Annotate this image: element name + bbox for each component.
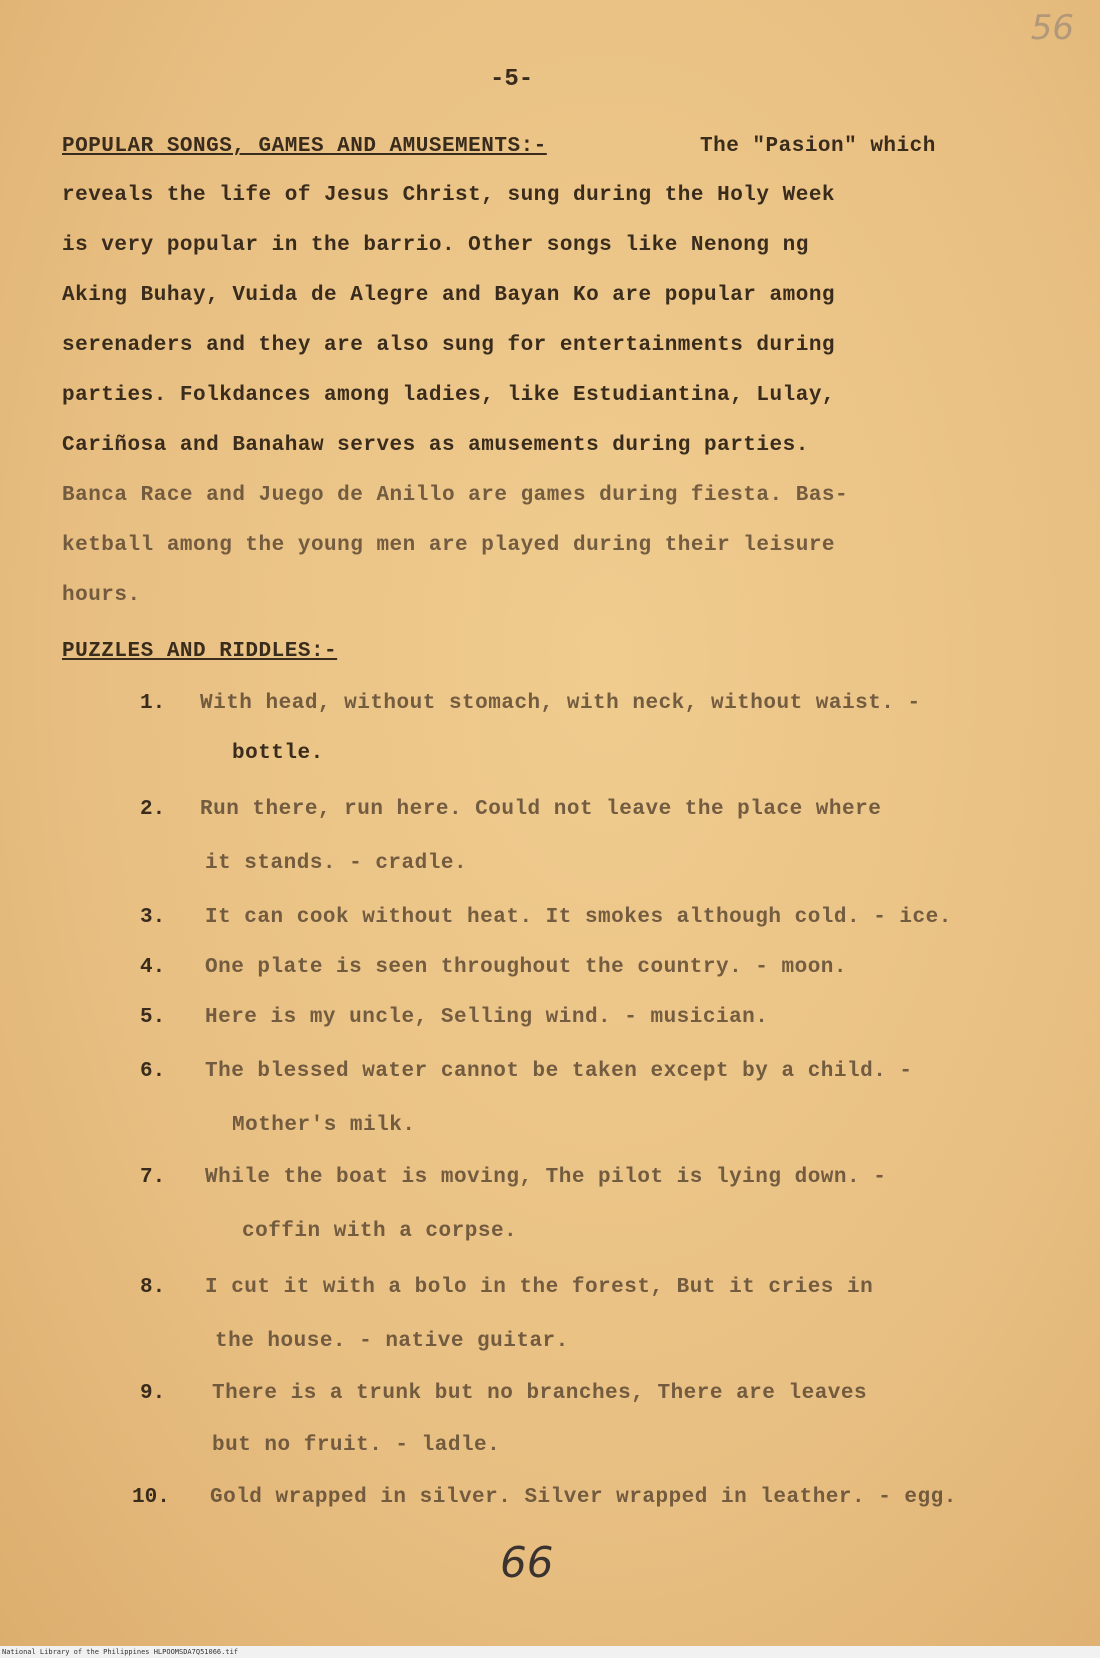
- riddle-answer-line: it stands. - cradle.: [205, 852, 468, 875]
- riddle-number: 10.: [132, 1486, 170, 1509]
- riddle-answer-line: bottle.: [232, 742, 324, 765]
- riddle-answer-line: coffin with a corpse.: [242, 1220, 518, 1243]
- riddle-line: There is a trunk but no branches, There are leaves: [212, 1382, 868, 1405]
- page-marker: -5-: [490, 66, 534, 93]
- riddle-line: Gold wrapped in silver. Silver wrapped in leather. - egg.: [210, 1486, 957, 1509]
- para-line-8: ketball among the young men are played during their leisure: [62, 534, 836, 557]
- scan-footer: National Library of the Philippines HLPOOMSDA7Q51066.tif: [0, 1646, 1100, 1658]
- riddle-number: 7.: [140, 1166, 166, 1189]
- riddle-number: 8.: [140, 1276, 166, 1299]
- riddle-number: 9.: [140, 1382, 166, 1405]
- para-line-2: is very popular in the barrio. Other songs like Nenong ng: [62, 234, 809, 257]
- riddle-line: It can cook without heat. It smokes although cold. - ice.: [205, 906, 952, 929]
- riddle-number: 1.: [140, 692, 166, 715]
- para-line-7: Banca Race and Juego de Anillo are games during fiesta. Bas-: [62, 484, 849, 507]
- riddle-line: The blessed water cannot be taken except by a child. -: [205, 1060, 913, 1083]
- riddle-answer-line: the house. - native guitar.: [215, 1330, 569, 1353]
- handwritten-page-number: 66: [500, 1538, 554, 1587]
- riddle-number: 6.: [140, 1060, 166, 1083]
- para-line-3: Aking Buhay, Vuida de Alegre and Bayan Ko are popular among: [62, 284, 836, 307]
- riddle-number: 3.: [140, 906, 166, 929]
- riddle-line: Here is my uncle, Selling wind. - musician.: [205, 1006, 769, 1029]
- riddle-line: Run there, run here. Could not leave the place where: [200, 798, 882, 821]
- para-line-4: serenaders and they are also sung for entertainments during: [62, 334, 836, 357]
- riddle-line: With head, without stomach, with neck, without waist. -: [200, 692, 921, 715]
- riddle-line: One plate is seen throughout the country. - moon.: [205, 956, 848, 979]
- para-line-6: Cariñosa and Banahaw serves as amusements during parties.: [62, 434, 809, 457]
- riddle-answer-line: Mother's milk.: [232, 1114, 416, 1137]
- riddle-line: I cut it with a bolo in the forest, But it cries in: [205, 1276, 874, 1299]
- section-heading-songs: POPULAR SONGS, GAMES AND AMUSEMENTS:-: [62, 135, 547, 158]
- para-line-9: hours.: [62, 584, 141, 607]
- para-line-0: The "Pasion" which: [700, 135, 936, 158]
- riddle-number: 4.: [140, 956, 166, 979]
- section-heading-riddles: PUZZLES AND RIDDLES:-: [62, 640, 338, 663]
- para-line-1: reveals the life of Jesus Christ, sung during the Holy Week: [62, 184, 836, 207]
- riddle-answer-line: but no fruit. - ladle.: [212, 1434, 501, 1457]
- riddle-number: 5.: [140, 1006, 166, 1029]
- corner-page-number: 56: [1030, 8, 1074, 48]
- riddle-line: While the boat is moving, The pilot is lying down. -: [205, 1166, 887, 1189]
- riddle-number: 2.: [140, 798, 166, 821]
- para-line-5: parties. Folkdances among ladies, like Estudiantina, Lulay,: [62, 384, 836, 407]
